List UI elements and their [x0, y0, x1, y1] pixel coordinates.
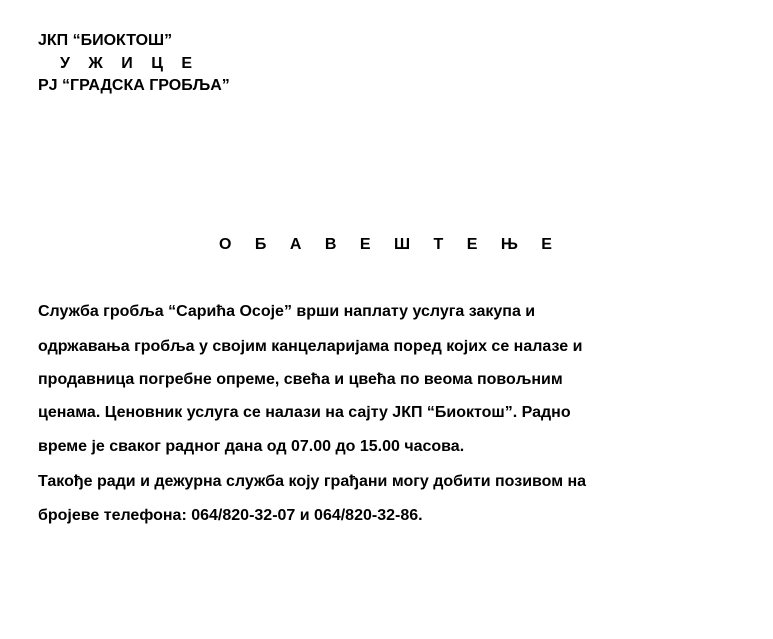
- organization-name: ЈКП “БИОКТОШ”: [38, 32, 173, 49]
- body-line-1: Служба гробља “Сарића Осоје” врши наплату услуга закупа и: [38, 303, 536, 320]
- body-line-3: продавница погребне опреме, свећа и цвећа по веома повољним: [38, 371, 563, 388]
- body-line-5: време је сваког радног дана од 07.00 до 15.00 часова.: [38, 438, 465, 455]
- body-line-4: ценама. Ценовник услуга се налази на сајту ЈКП “Биоктош”. Радно: [38, 404, 571, 421]
- organization-unit: РЈ “ГРАДСКА ГРОБЉА”: [38, 77, 230, 94]
- body-line-7: бројеве телефона: 064/820-32-07 и 064/820-32-86.: [38, 507, 423, 524]
- body-line-2: одржавања гробља у својим канцеларијама поред којих се налазе и: [38, 338, 583, 355]
- notice-title: О Б А В Е Ш Т Е Њ Е: [219, 236, 562, 253]
- organization-city: У Ж И Ц Е: [60, 55, 200, 72]
- body-line-6: Такође ради и дежурна служба коју грађани могу добити позивом на: [38, 473, 587, 490]
